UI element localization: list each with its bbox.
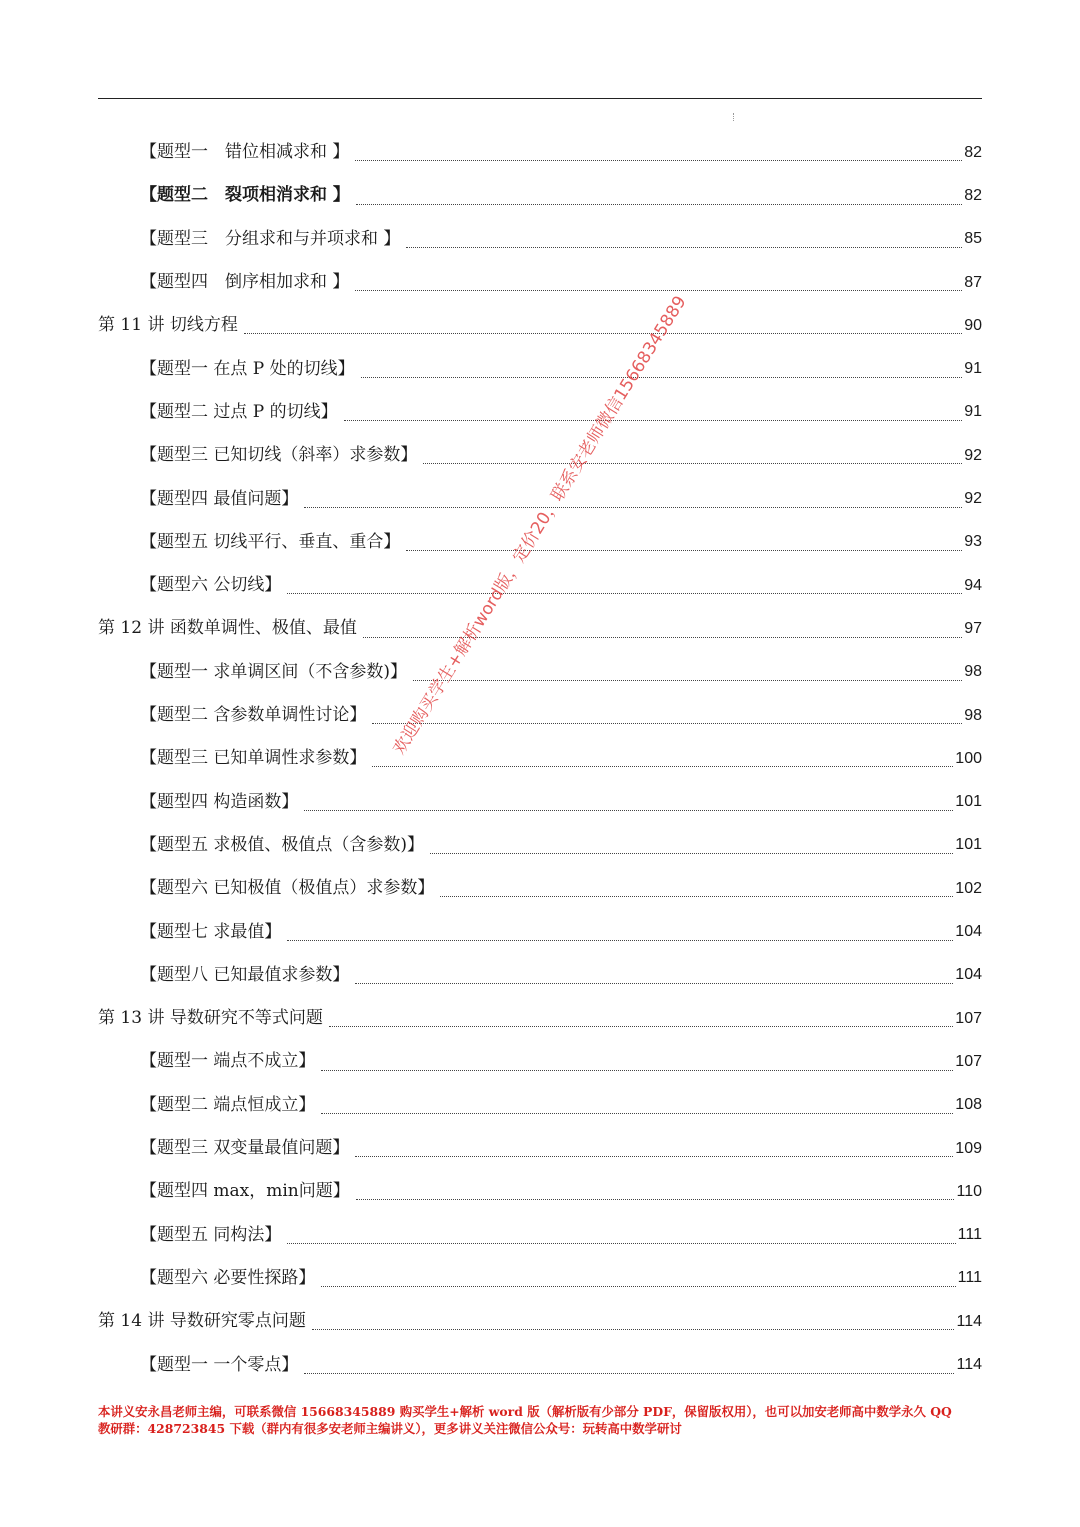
toc-lecture-entry[interactable] (98, 1300, 982, 1343)
toc-subsection-entry[interactable] (140, 781, 982, 824)
dot-leader (287, 940, 953, 941)
dot-leader (356, 1199, 955, 1200)
dot-leader (355, 290, 962, 291)
dot-leader (406, 247, 962, 248)
page-number: 104 (955, 923, 982, 941)
toc-entry-label: 【题型七 求最值】 (140, 921, 282, 942)
page-number: 104 (955, 966, 982, 984)
toc-subsection-entry[interactable] (140, 910, 982, 953)
page-number: 114 (956, 1312, 982, 1330)
toc-entry-label: 【题型四 构造函数】 (140, 791, 299, 812)
toc-entry-label: 【题型四 最值问题】 (140, 488, 299, 509)
toc-entry-label: 【题型三 分组求和与并项求和 】 (140, 228, 401, 249)
dot-leader (372, 766, 953, 767)
toc-entry-label: 【题型五 同构法】 (140, 1224, 282, 1245)
toc-entry-label: 【题型二 裂项相消求和 】 (140, 185, 350, 206)
dot-leader (344, 420, 963, 421)
toc-subsection-entry[interactable] (140, 824, 982, 867)
page-number: 98 (964, 706, 982, 724)
dot-leader (406, 550, 962, 551)
toc-lecture-entry[interactable] (98, 304, 982, 347)
dot-leader (321, 1070, 953, 1071)
toc-subsection-entry[interactable] (140, 1214, 982, 1257)
dot-leader (287, 593, 962, 594)
toc-entry-label: 【题型三 已知切线（斜率）求参数】 (140, 445, 418, 466)
toc-entry-label: 【题型二 端点恒成立】 (140, 1094, 316, 1115)
toc-subsection-entry[interactable] (140, 737, 982, 780)
toc-subsection-entry[interactable] (140, 348, 982, 391)
toc-entry-label: 【题型六 必要性探路】 (140, 1267, 316, 1288)
toc-entry-label: 【题型一 端点不成立】 (140, 1051, 316, 1072)
dot-leader (363, 637, 962, 638)
dot-leader (304, 810, 953, 811)
dot-leader (321, 1286, 955, 1287)
toc-entry-label: 【题型三 双变量最值问题】 (140, 1138, 350, 1159)
toc-subsection-entry[interactable] (140, 954, 982, 997)
toc-subsection-entry[interactable] (140, 477, 982, 520)
dot-leader (361, 377, 963, 378)
toc-subsection-entry[interactable] (140, 1127, 982, 1170)
page-number: 87 (964, 273, 982, 291)
toc-entry-label: 【题型八 已知最值求参数】 (140, 964, 350, 985)
toc-entry-label: 【题型一 错位相减求和 】 (140, 142, 350, 163)
lecture-title: 导数研究零点问题 (169, 1311, 306, 1332)
page-number: 108 (955, 1096, 982, 1114)
page-number: 93 (964, 533, 982, 551)
watermark-text: 欢迎购买学生+解析word版，定价20，联系安老师微信15668345889 (389, 292, 691, 759)
toc-subsection-entry[interactable] (140, 131, 982, 174)
page-number: 110 (956, 1182, 982, 1200)
toc-subsection-entry[interactable] (140, 1257, 982, 1300)
toc-entry-label: 【题型一 一个零点】 (140, 1354, 299, 1375)
toc-subsection-entry[interactable] (140, 694, 982, 737)
toc-entry-label: 【题型六 公切线】 (140, 575, 282, 596)
dot-leader (413, 680, 962, 681)
toc-subsection-entry[interactable] (140, 174, 982, 217)
toc-entry-label: 【题型二 过点 P 的切线】 (140, 401, 338, 422)
page-number: 100 (955, 749, 982, 767)
page-number: 111 (957, 1226, 982, 1244)
dot-leader (355, 160, 962, 161)
toc-lecture-entry[interactable] (98, 607, 982, 650)
toc-entry-label (98, 1313, 312, 1330)
dot-leader (430, 853, 953, 854)
page-number: 111 (957, 1269, 982, 1287)
toc-entry-label (98, 317, 244, 334)
page-number: 92 (964, 446, 982, 464)
page-number: 82 (964, 186, 982, 204)
lecture-title: 函数单调性、极值、最值 (169, 618, 357, 639)
page-number: 91 (964, 403, 982, 421)
header-rule (98, 98, 982, 99)
page-number: 85 (964, 230, 982, 248)
toc-subsection-entry[interactable] (140, 564, 982, 607)
page-number: 102 (955, 879, 982, 897)
footer-line-2: 教研群：428723845 下载（群内有很多安老师主编讲义），更多讲义关注微信公众号：玩转高中数学研讨 (98, 1421, 682, 1436)
dot-leader (304, 507, 962, 508)
dot-leader (423, 463, 962, 464)
toc-entry-label: 【题型五 切线平行、垂直、重合】 (140, 531, 401, 552)
toc-subsection-entry[interactable] (140, 434, 982, 477)
toc-entry-label: 【题型一 在点 P 处的切线】 (140, 358, 355, 379)
dot-leader (304, 1373, 954, 1374)
page-number: 92 (964, 490, 982, 508)
toc-subsection-entry[interactable] (140, 218, 982, 261)
toc-entry-label: 【题型四 max，min问题】 (140, 1181, 350, 1202)
toc-subsection-entry[interactable] (140, 1170, 982, 1213)
toc-subsection-entry[interactable] (140, 651, 982, 694)
page-number: 98 (964, 663, 982, 681)
dot-leader (355, 1156, 953, 1157)
page-number: 107 (955, 1052, 982, 1070)
toc-subsection-entry[interactable] (140, 1343, 982, 1386)
page-number: 109 (955, 1139, 982, 1157)
page-number: 94 (964, 576, 982, 594)
dot-leader (356, 204, 962, 205)
dot-leader (312, 1329, 955, 1330)
toc-entry-label: 【题型五 求极值、极值点（含参数)】 (140, 834, 425, 855)
dot-leader (287, 1243, 955, 1244)
page-number: 91 (964, 360, 982, 378)
page-number: 90 (964, 316, 982, 334)
dot-leader (321, 1113, 953, 1114)
dot-leader (355, 983, 953, 984)
page-number: 101 (955, 836, 982, 854)
page-number: 82 (964, 143, 982, 161)
toc-subsection-entry[interactable] (140, 261, 982, 304)
toc-entry-label: 【题型一 求单调区间（不含参数)】 (140, 661, 408, 682)
lecture-title: 切线方程 (169, 315, 238, 336)
lecture-title: 导数研究不等式问题 (169, 1008, 323, 1029)
header-mark (733, 113, 735, 121)
toc-entry-label: 【题型六 已知极值（极值点）求参数】 (140, 878, 435, 899)
toc-lecture-entry[interactable] (98, 997, 982, 1040)
toc-entry-label: 【题型二 含参数单调性讨论】 (140, 705, 367, 726)
toc-entry-label (98, 620, 363, 637)
dot-leader (372, 723, 962, 724)
page-number: 101 (955, 793, 982, 811)
page-number: 114 (956, 1356, 982, 1374)
lecture-number: 第 12 讲 (98, 618, 165, 639)
lecture-number: 第 11 讲 (98, 315, 165, 336)
toc-subsection-entry[interactable] (140, 521, 982, 564)
toc-subsection-entry[interactable] (140, 867, 982, 910)
dot-leader (329, 1026, 953, 1027)
toc-subsection-entry[interactable] (140, 391, 982, 434)
lecture-number: 第 14 讲 (98, 1311, 165, 1332)
page-number: 107 (955, 1009, 982, 1027)
page-number: 97 (964, 619, 982, 637)
toc-subsection-entry[interactable] (140, 1084, 982, 1127)
dot-leader (244, 333, 962, 334)
toc-subsection-entry[interactable] (140, 1040, 982, 1083)
dot-leader (440, 896, 953, 897)
toc-entry-label (98, 1010, 329, 1027)
footer-line-1: 本讲义安永昌老师主编，可联系微信 15668345889 购买学生+解析 word 版（解析版有少部分 PDF，保留版权用），也可以加安老师高中数学永久 QQ (98, 1404, 952, 1419)
lecture-number: 第 13 讲 (98, 1008, 165, 1029)
footer-notice (98, 1403, 988, 1437)
toc-entry-label: 【题型四 倒序相加求和 】 (140, 272, 350, 293)
toc-entry-label: 【题型三 已知单调性求参数】 (140, 748, 367, 769)
